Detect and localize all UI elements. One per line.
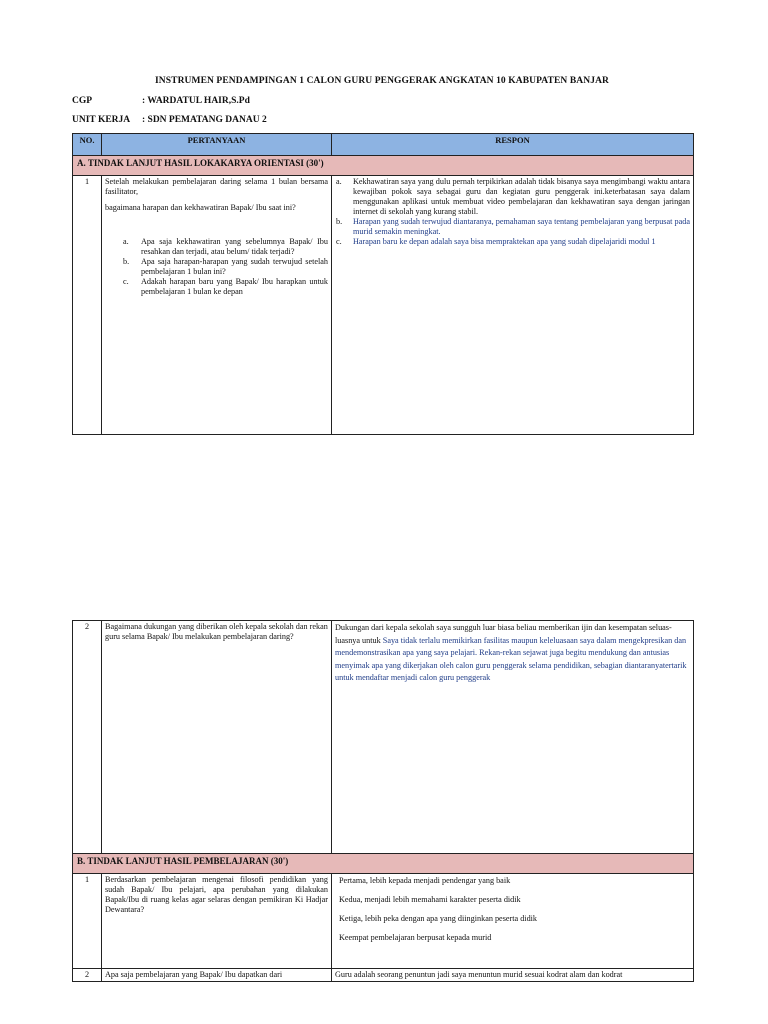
response-text: Dukungan dari kepala sekolah saya sungguh luar biasa beliau memberikan ijin dan kesempatan seluas-luasnya untuk Saya tidak terlalu memikirkan fasilitas maupun keleluasaan saya dalam mengekpresikan dan mendemonstrasikan apa yang saya pelajari. Rekan-rekan sejawat juga begitu mendukung dan antusias menyimak apa yang dikerjakan oleh calon guru penggerak selama pendidikan, sebagian diantaranyatertarik untuk mendaftar menjadi calon guru penggerak xyxy=(335,623,687,682)
row-number: 1 xyxy=(73,176,102,435)
table-row xyxy=(73,621,694,854)
response-cell xyxy=(332,176,694,435)
list-item: a. Kekhawatiran saya yang dulu pernah terpikirkan adalah tidak bisanya saya mengimbangi waktu antara kewajiban pokok saya sebagai guru dan kegiatan guru penggerak ini.keterbatasan saya dalam menggunakan aplikasi untuk membuat video pembelajaran dan kekhawatiran saya dengan jaringan internet di sekolah yang kurang stabil. xyxy=(336,177,690,216)
section-b-title: B. TINDAK LANJUT HASIL PEMBELAJARAN (30') xyxy=(73,854,694,874)
list-item: Ketiga, lebih peka dengan apa yang diinginkan peserta didik xyxy=(339,914,538,923)
response-cell xyxy=(332,969,694,982)
unit-value: : SDN PEMATANG DANAU 2 xyxy=(142,115,267,125)
table-row xyxy=(73,176,694,435)
table-row xyxy=(73,969,694,982)
row-number: 1 xyxy=(73,874,102,969)
header-row xyxy=(73,134,694,156)
unit-label: UNIT KERJA xyxy=(72,115,131,125)
row-number: 2 xyxy=(73,621,102,854)
list-item: b. Harapan yang sudah terwujud diantaranya, pemahaman saya tentang pembelajaran yang berpusat pada murid semakin meningkat. xyxy=(336,217,690,236)
header-no: NO. xyxy=(73,134,102,156)
question-intro: Setelah melakukan pembelajaran daring selama 1 bulan bersama fasilitator, xyxy=(105,177,328,196)
response-cell xyxy=(332,874,694,969)
list-item: Pertama, lebih kepada menjadi pendengar yang baik xyxy=(339,876,511,885)
response-list xyxy=(335,875,690,943)
question-cell xyxy=(102,176,332,435)
header-pertanyaan: PERTANYAAN xyxy=(102,134,332,156)
list-item: a. Apa saja kekhawatiran yang sebelumnya Bapak/ Ibu resahkan dan terjadi, atau belum/ tidak terjadi? xyxy=(123,237,328,256)
header-respon: RESPON xyxy=(332,134,694,156)
section-a-row xyxy=(73,156,694,176)
list-item: c. Harapan baru ke depan adalah saya bisa mempraktekan apa yang sudah dipelajaridi modul 1 xyxy=(336,237,656,246)
question-text: Berdasarkan pembelajaran mengenai filosofi pendidikan yang sudah Bapak/ Ibu pelajari, apa perubahan yang dilakukan Bapak/Ibu di ruang kelas agar selaras dengan pemikiran Ki Hadjar Dewantara? xyxy=(105,875,328,914)
row-number: 2 xyxy=(73,969,102,982)
table-part-2 xyxy=(72,620,694,982)
document-title: INSTRUMEN PENDAMPINGAN 1 CALON GURU PENGGERAK ANGKATAN 10 KABUPATEN BANJAR xyxy=(155,76,609,86)
question-cell xyxy=(102,874,332,969)
list-item: c. Adakah harapan baru yang Bapak/ Ibu harapkan untuk pembelajaran 1 bulan ke depan xyxy=(123,277,328,296)
cgp-row xyxy=(72,96,472,110)
question-list xyxy=(105,237,328,297)
question-text: Apa saja pembelajaran yang Bapak/ Ibu dapatkan dari xyxy=(105,970,283,979)
table-part-1 xyxy=(72,133,694,435)
question-intro-2: bagaimana harapan dan kekhawatiran Bapak/ Ibu saat ini? xyxy=(105,203,296,212)
cgp-value: : WARDATUL HAIR,S.Pd xyxy=(142,96,250,106)
list-item: b. Apa saja harapan-harapan yang sudah terwujud setelah pembelajaran 1 bulan ini? xyxy=(123,257,328,276)
response-text: Guru adalah seorang penuntun jadi saya menuntun murid sesuai kodrat alam dan kodrat xyxy=(335,970,623,979)
section-a-title: A. TINDAK LANJUT HASIL LOKAKARYA ORIENTASI (30') xyxy=(73,156,694,176)
unit-row xyxy=(72,115,472,129)
question-cell xyxy=(102,621,332,854)
response-list xyxy=(335,177,690,247)
section-b-row xyxy=(73,854,694,874)
list-item: Kedua, menjadi lebih memahami karakter peserta didik xyxy=(339,895,521,904)
table-row xyxy=(73,874,694,969)
list-item: Keempat pembelajaran berpusat kepada murid xyxy=(339,933,492,942)
response-cell xyxy=(332,621,694,854)
question-text: Bagaimana dukungan yang diberikan oleh kepala sekolah dan rekan guru selama Bapak/ Ibu melakukan pembelajaran daring? xyxy=(105,622,328,641)
question-cell xyxy=(102,969,332,982)
cgp-label: CGP xyxy=(72,96,93,106)
